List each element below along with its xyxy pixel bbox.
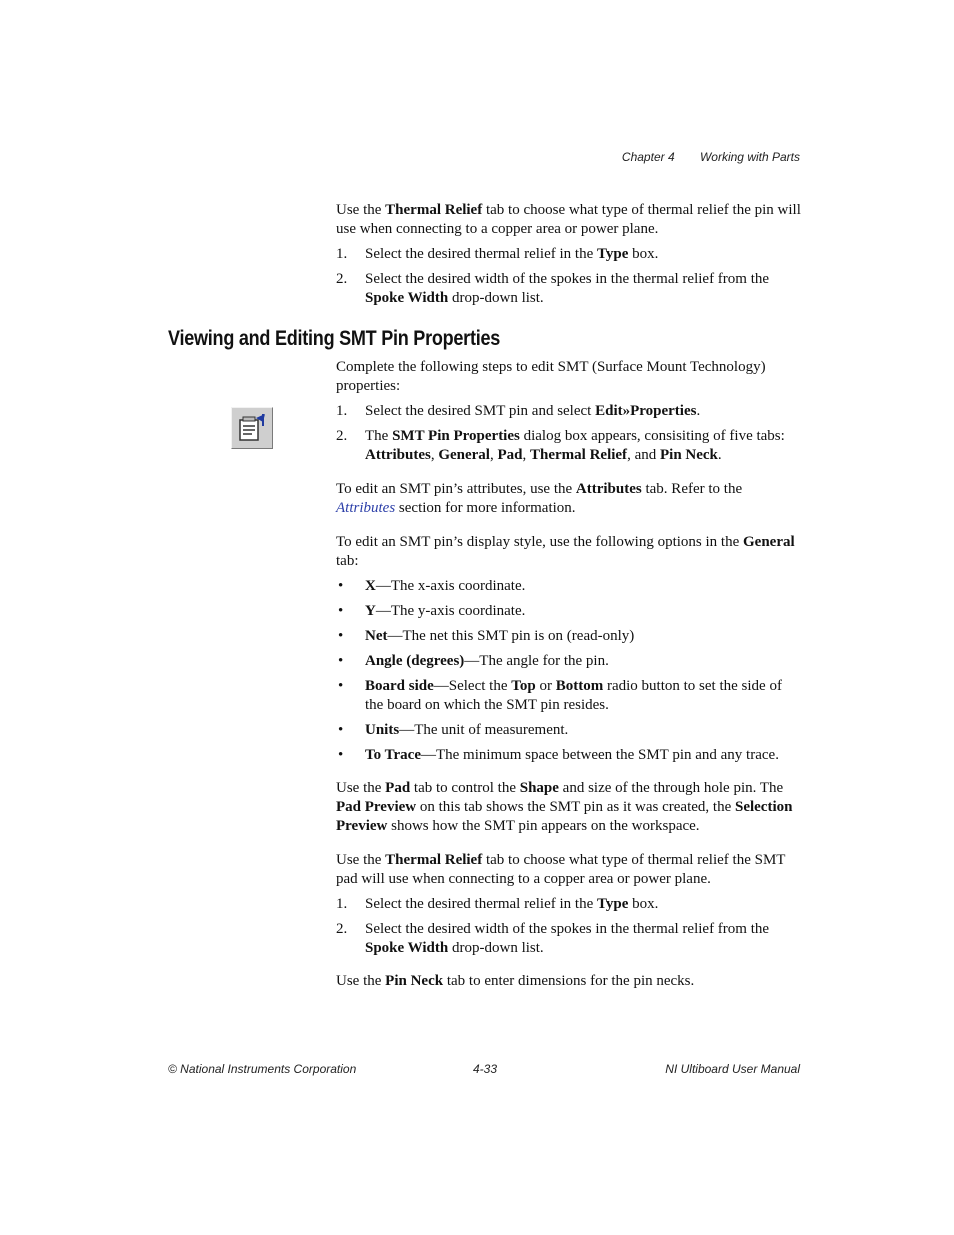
paragraph: Complete the following steps to edit SMT (Surface Mount Technology) properties: — [336, 359, 766, 394]
paragraph: Use the Thermal Relief tab to choose what type of thermal relief the SMT pad will use when connecting to a copper area or power plane. — [336, 852, 786, 887]
list-item: • Y—The y-axis coordinate. — [338, 603, 526, 619]
attributes-paragraph: To edit an SMT pin’s attributes, use the Attributes tab. Refer to the Attributes section for more information. — [336, 481, 743, 516]
footer-manual-title: NI Ultiboard User Manual — [665, 1062, 800, 1076]
list-item: • Angle (degrees)—The angle for the pin. — [338, 653, 609, 669]
attributes-link[interactable]: Attributes — [336, 500, 396, 516]
list-item: 1. Select the desired thermal relief in the Type box. — [336, 896, 659, 912]
options-list — [336, 577, 802, 765]
pin-neck-paragraph: Use the Pin Neck tab to enter dimensions for the pin necks. — [336, 973, 695, 989]
section-heading: Viewing and Editing SMT Pin Properties — [168, 327, 501, 350]
smt-steps — [336, 402, 802, 465]
smt-intro — [336, 358, 802, 396]
thermal-relief-smt — [336, 851, 802, 958]
list-item: 1. Select the desired thermal relief in the Type box. — [336, 246, 659, 262]
paragraph: To edit an SMT pin’s display style, use the following options in the General tab: — [336, 534, 795, 569]
list-item: 2. Select the desired width of the spokes in the thermal relief from the Spoke Width drop-down list. — [336, 271, 770, 306]
list-item: • Net—The net this SMT pin is on (read-only) — [338, 628, 635, 644]
steps-list — [336, 402, 802, 465]
properties-toolbar-icon — [231, 407, 273, 449]
header-chapter: Chapter 4 — [621, 150, 675, 164]
pad-paragraph: Use the Pad tab to control the Shape and size of the through hole pin. The Pad Preview on this tab shows the SMT pin as it was created, the Selection Preview shows how the SMT pin appears on the workspace. — [336, 780, 793, 834]
general-tab-section — [336, 533, 802, 765]
list-item: 2. The SMT Pin Properties dialog box appears, consisiting of five tabs: Attributes, General, Pad, Thermal Relief, and Pin Neck. — [336, 428, 785, 463]
steps-list — [336, 245, 802, 308]
running-header — [600, 150, 800, 164]
footer-copyright: © National Instruments Corporation — [168, 1062, 357, 1076]
page-number: 4-33 — [473, 1062, 498, 1076]
list-item: • To Trace—The minimum space between the SMT pin and any trace. — [338, 747, 779, 763]
list-item: • X—The x-axis coordinate. — [338, 578, 526, 594]
list-item: • Units—The unit of measurement. — [338, 722, 569, 738]
paragraph: Use the Thermal Relief tab to choose what type of thermal relief the pin will use when connecting to a copper area or power plane. — [336, 202, 801, 237]
header-section: Working with Parts — [699, 150, 800, 164]
list-item: 1. Select the desired SMT pin and select Edit»Properties. — [336, 403, 701, 419]
list-item: • Board side—Select the Top or Bottom radio button to set the side of the board on which the SMT pin resides. — [338, 678, 782, 713]
steps-list — [336, 895, 802, 958]
list-item: 2. Select the desired width of the spokes in the thermal relief from the Spoke Width drop-down list. — [336, 921, 770, 956]
thermal-relief-intro — [336, 201, 802, 308]
